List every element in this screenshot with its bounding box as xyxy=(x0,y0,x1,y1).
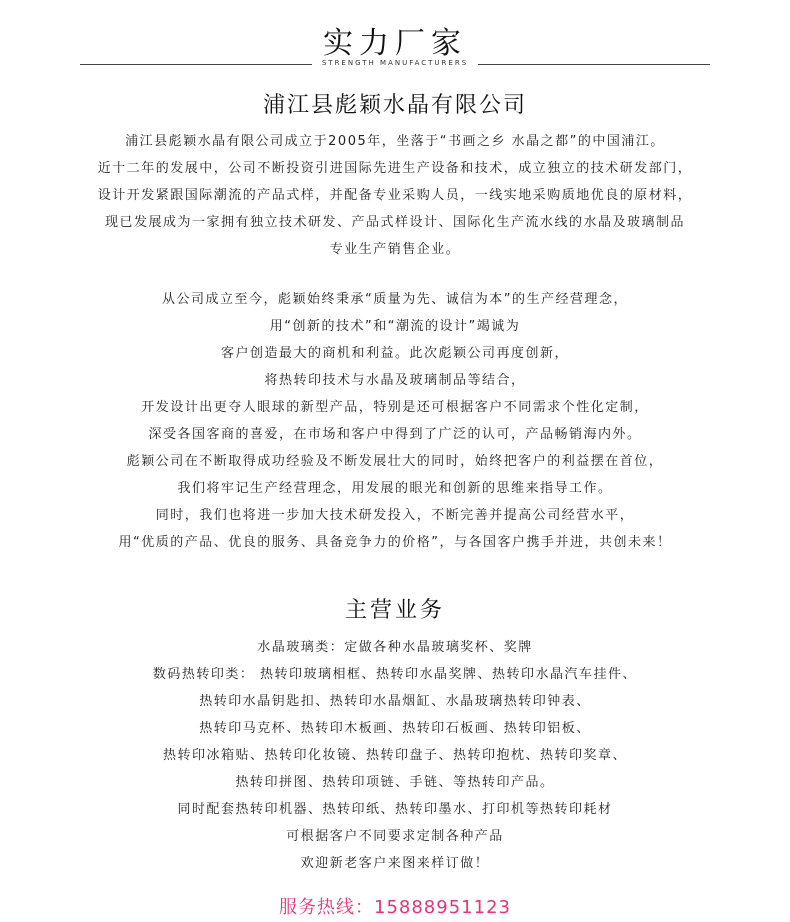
product-line: 可根据客户不同要求定制各种产品 xyxy=(286,829,504,844)
product-line: 同时配套热转印机器、热转印纸、热转印墨水、打印机等热转印耗材 xyxy=(177,802,613,817)
philosophy-line: 客户创造最大的商机和利益。此次彪颖公司再度创新， xyxy=(220,346,569,361)
product-list xyxy=(0,634,790,877)
business-title: 主营业务 xyxy=(344,598,445,623)
philosophy-line: 将热转印技术与水晶及玻璃制品等结合， xyxy=(264,373,526,388)
product-line: 水晶玻璃类：定做各种水晶玻璃奖杯、奖牌 xyxy=(257,640,533,655)
section-header xyxy=(0,0,790,78)
product-line: 热转印冰箱贴、热转印化妆镜、热转印盘子、热转印抱枕、热转印奖章、 xyxy=(162,748,627,763)
section-title: 实力厂家 xyxy=(323,26,467,61)
philosophy-line: 同时，我们也将进一步加大技术研发投入，不断完善并提高公司经营水平， xyxy=(155,508,635,523)
intro-paragraph xyxy=(0,128,790,263)
philosophy-line: 我们将牢记生产经营理念，用发展的眼光和创新的思维来指导工作。 xyxy=(177,481,613,496)
philosophy-line: 深受各国客商的喜爱，在市场和客户中得到了广泛的认可，产品畅销海内外。 xyxy=(148,427,642,442)
philosophy-line: 彪颖公司在不断取得成功经验及不断发展壮大的同时，始终把客户的利益摆在首位， xyxy=(126,454,664,469)
section-subtitle: STRENGTH MANUFACTURERS xyxy=(321,59,469,67)
philosophy-line: 开发设计出更夺人眼球的新型产品，特别是还可根据客户不同需求个性化定制， xyxy=(141,400,649,415)
product-line: 热转印拼图、热转印项链、手链、等热转印产品。 xyxy=(235,775,555,790)
service-hotline: 服务热线：15888951123 xyxy=(279,897,511,918)
intro-line: 现已发展成为一家拥有独立技术研发、产品式样设计、国际化生产流水线的水晶及玻璃制品 xyxy=(104,215,685,230)
philosophy-line: 用“创新的技术”和“潮流的设计”竭诚为 xyxy=(269,319,521,334)
intro-line: 专业生产销售企业。 xyxy=(329,242,461,257)
product-line: 热转印马克杯、热转印木板画、热转印石板画、热转印铝板、 xyxy=(199,721,591,736)
product-line: 热转印水晶钥匙扣、热转印水晶烟缸、水晶玻璃热转印钟表、 xyxy=(199,694,591,709)
intro-line: 近十二年的发展中，公司不断投资引进国际先进生产设备和技术，成立独立的技术研发部门， xyxy=(97,161,693,176)
philosophy-line: 从公司成立至今，彪颖始终秉承“质量为先、诚信为本”的生产经营理念， xyxy=(162,292,628,307)
intro-line: 浦江县彪颖水晶有限公司成立于2005年，坐落于“书画之乡 水晶之都”的中国浦江。 xyxy=(125,134,665,149)
product-line: 欢迎新老客户来图来样订做！ xyxy=(300,856,490,871)
intro-line: 设计开发紧跟国际潮流的产品式样，并配备专业采购人员，一线实地采购质地优良的原材料， xyxy=(97,188,693,203)
philosophy-paragraph xyxy=(0,286,790,556)
company-name: 浦江县彪颖水晶有限公司 xyxy=(262,93,527,118)
philosophy-line: 用“优质的产品、优良的服务、具备竞争力的价格”，与各国客户携手并进，共创未来！ xyxy=(118,535,672,550)
product-line: 数码热转印类： 热转印玻璃相框、热转印水晶奖牌、热转印水晶汽车挂件、 xyxy=(152,667,638,682)
